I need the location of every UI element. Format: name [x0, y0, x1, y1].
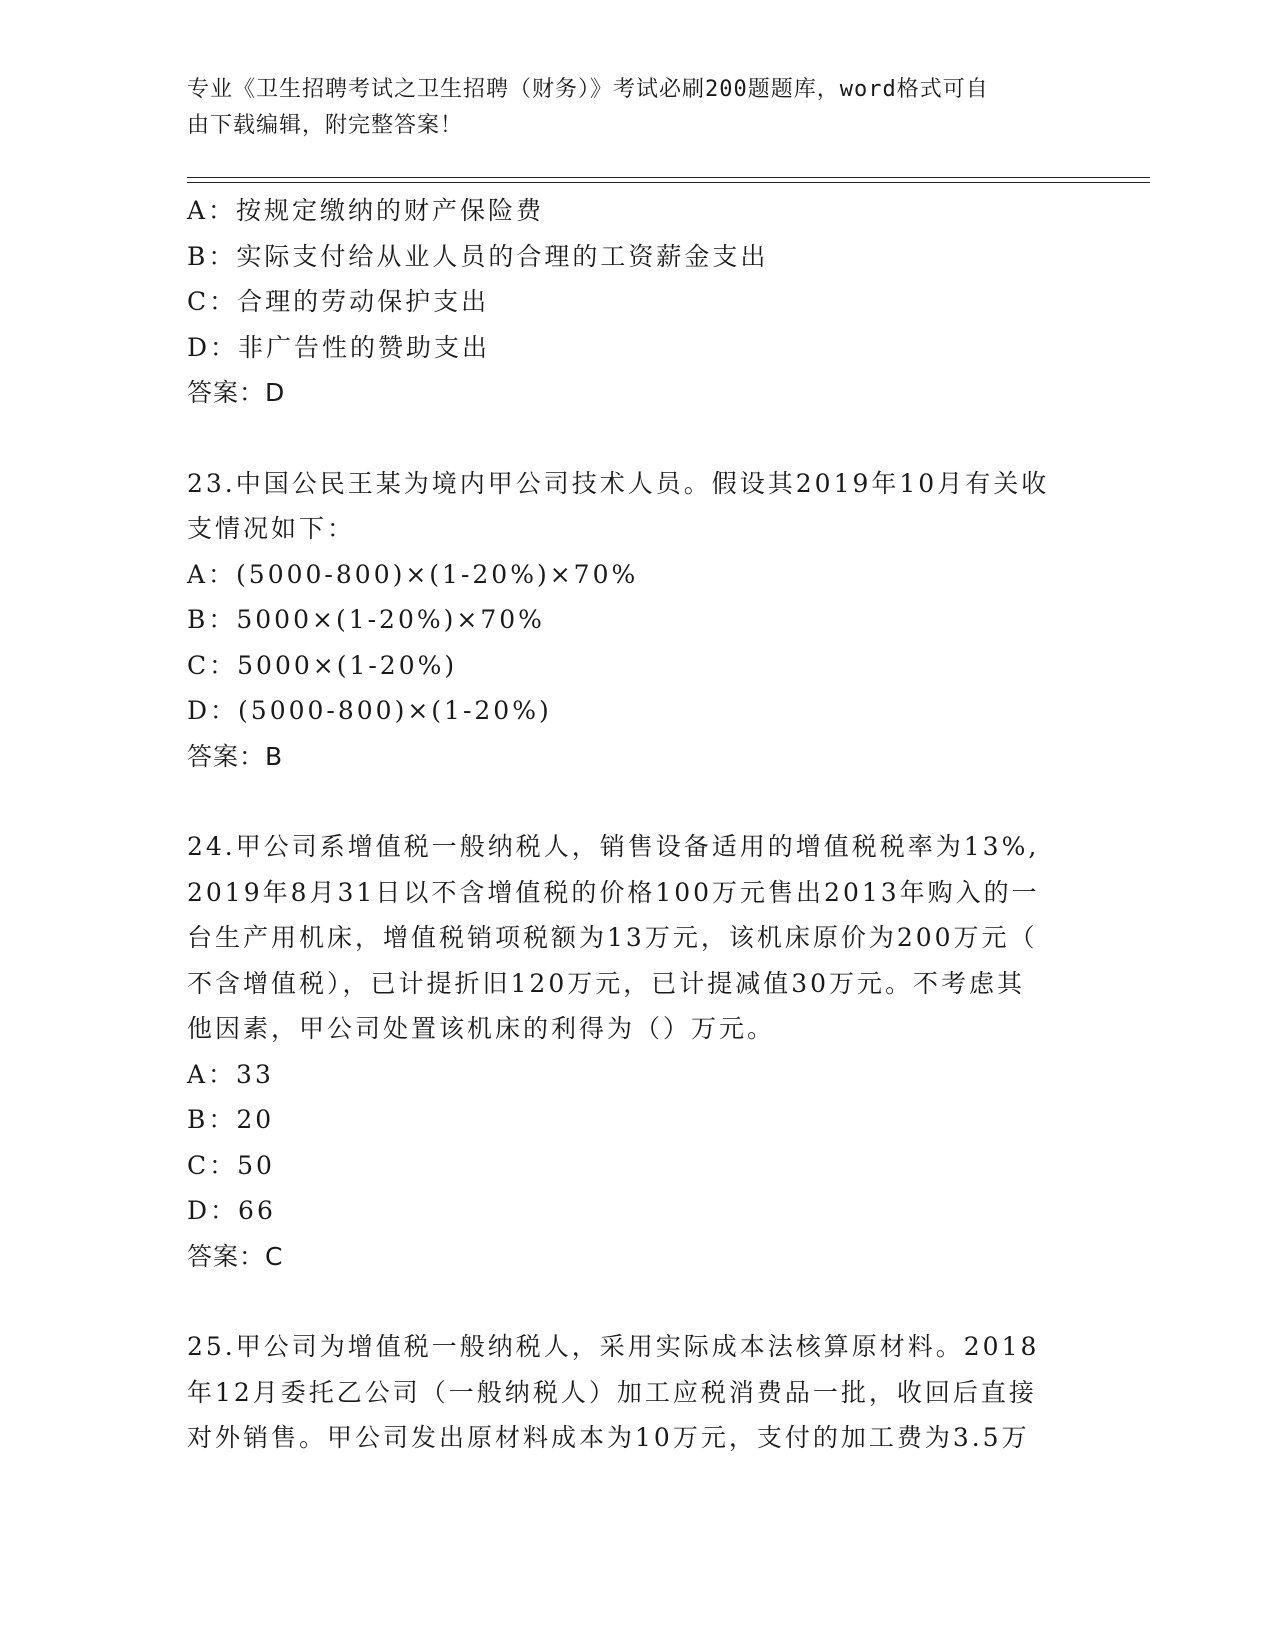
header-divider-bottom — [187, 182, 1150, 183]
option-d: D：(5000-800)×(1-20%) — [187, 696, 552, 725]
question-text-line: 对外销售。甲公司发出原材料成本为10万元，支付的加工费为3.5万 — [187, 1423, 1030, 1452]
question-text-line: 他因素，甲公司处置该机床的利得为（）万元。 — [187, 1014, 776, 1043]
answer-line: 答案：C — [187, 1241, 284, 1271]
header-divider-top — [187, 177, 1150, 178]
question-text-line: 23.中国公民王某为境内甲公司技术人员。假设其2019年10月有关收 — [187, 468, 1050, 498]
answer-line: 答案：B — [187, 741, 284, 771]
option-d: D：66 — [187, 1196, 276, 1225]
option-b: B：20 — [187, 1105, 275, 1134]
question-text-line: 台生产用机床，增值税销项税额为13万元，该机床原价为200万元（ — [187, 923, 1038, 952]
option-b: B：5000×(1-20%)×70% — [187, 605, 545, 634]
question-text-line: 24.甲公司系增值税一般纳税人，销售设备适用的增值税税率为13%, — [187, 832, 1040, 861]
option-a: A：按规定缴纳的财产保险费 — [187, 196, 545, 225]
document-header — [187, 72, 1067, 144]
option-b: B：实际支付给从业人员的合理的工资薪金支出 — [187, 241, 769, 271]
option-a: A：33 — [187, 1059, 274, 1089]
option-c: C：合理的劳动保护支出 — [187, 287, 490, 316]
question-text-line: 2019年8月31日以不含增值税的价格100万元售出2013年购入的一 — [187, 877, 1040, 907]
question-text-line: 支情况如下： — [187, 514, 356, 543]
question-block-24 — [187, 824, 1087, 1279]
header-line-1: 专业《卫生招聘考试之卫生招聘（财务）》考试必刷200题题库，word格式可自 — [187, 77, 989, 102]
question-text-line: 25.甲公司为增值税一般纳税人，采用实际成本法核算原材料。2018 — [187, 1332, 1040, 1361]
question-block-22 — [187, 188, 1087, 416]
question-block-25 — [187, 1324, 1087, 1461]
spacer — [187, 779, 1087, 824]
option-c: C：50 — [187, 1150, 275, 1180]
option-a: A：(5000-800)×(1-20%)×70% — [187, 559, 639, 589]
option-d: D：非广告性的赞助支出 — [187, 332, 491, 362]
spacer — [187, 416, 1087, 461]
question-block-23 — [187, 461, 1087, 780]
option-c: C：5000×(1-20%) — [187, 650, 458, 680]
document-body — [187, 188, 1087, 1461]
question-text-line: 不含增值税），已计提折旧120万元，已计提减值30万元。不考虑其 — [187, 968, 1026, 998]
question-text-line: 年12月委托乙公司（一般纳税人）加工应税消费品一批，收回后直接 — [187, 1377, 1037, 1407]
spacer — [187, 1279, 1087, 1324]
header-line-2: 由下载编辑，附完整答案！ — [187, 113, 464, 138]
answer-line: 答案：D — [187, 378, 286, 407]
